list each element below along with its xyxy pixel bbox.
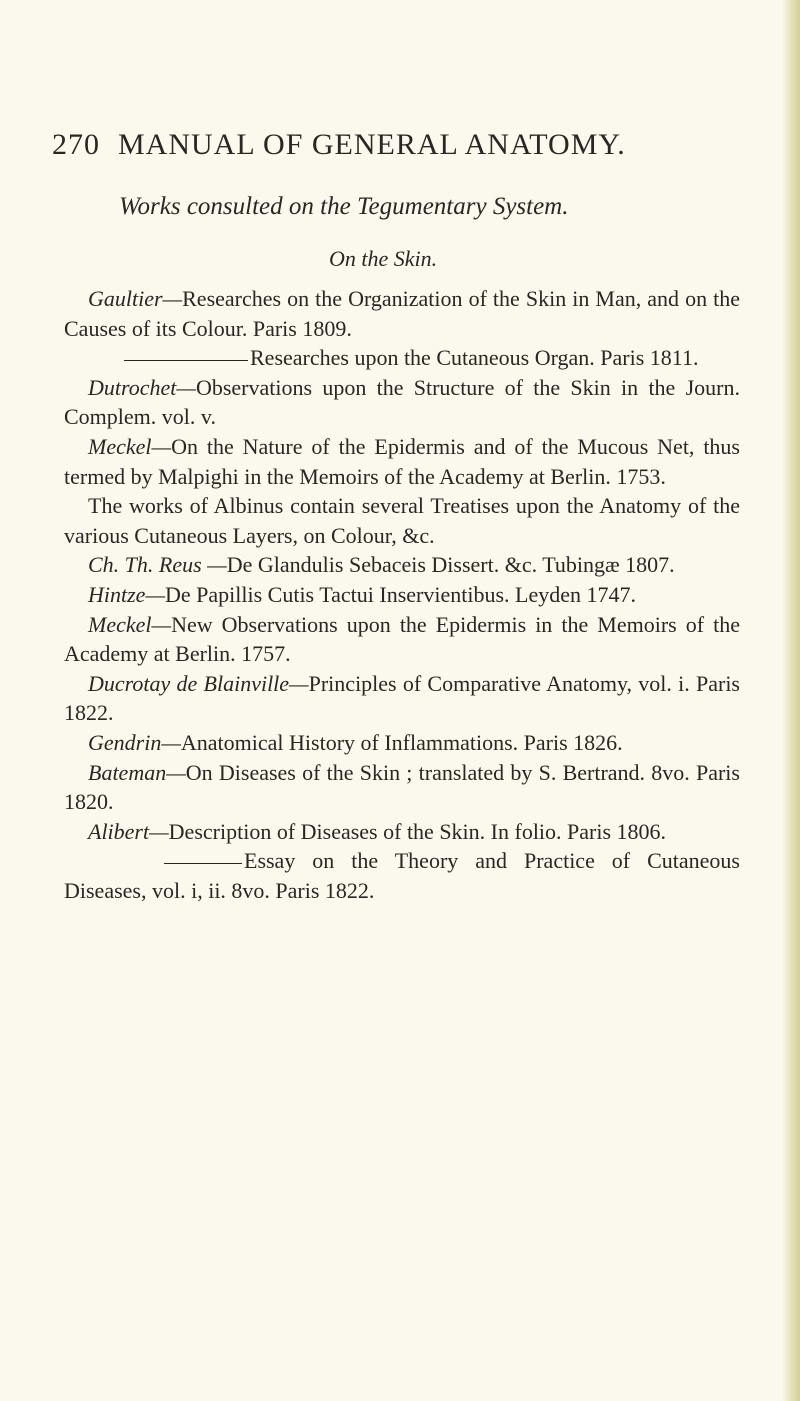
bibliography-entry (64, 817, 740, 847)
ditto-rule (124, 360, 248, 361)
entry-author: Meckel— (88, 611, 172, 637)
entry-author: Ducrotay de Blainville— (88, 670, 309, 696)
entry-text: Researches upon the Cutaneous Organ. Paris 1811. (250, 345, 699, 371)
entry-author: Meckel— (88, 433, 172, 459)
bibliography-entry (64, 491, 740, 550)
entry-text: New Observations upon the Epidermis in the Memoirs of the Academy at Berlin. 1757. (64, 611, 740, 667)
entry-text: On Diseases of the Skin ; translated by S. Bertrand. 8vo. Paris 1820. (64, 759, 740, 815)
entry-text: De Glandulis Sebaceis Dissert. &c. Tubingæ 1807. (226, 552, 675, 578)
entry-text: Essay on the Theory and Practice of Cutaneous Diseases, vol. i, ii. 8vo. Paris 1822. (64, 848, 740, 903)
entry-text: Observations upon the Structure of the Skin in the Journ. Complem. vol. v. (64, 374, 740, 430)
bibliography-list (64, 284, 740, 905)
entry-text: The works of Albinus contain several Treatises upon the Anatomy of the various Cutaneous Layers, on Colour, &c. (64, 493, 740, 548)
entry-text: Anatomical History of Inflammations. Paris 1826. (180, 729, 623, 755)
entry-text: Principles of Comparative Anatomy, vol. i. Paris 1822. (64, 670, 740, 726)
ditto-rule (164, 863, 242, 864)
bibliography-entry (64, 373, 740, 432)
entry-author: Gendrin— (88, 729, 181, 755)
subsection-title: On the Skin. (329, 246, 438, 271)
entry-text: On the Nature of the Epidermis and of the Mucous Net, thus termed by Malpighi in the Memoirs of the Academy at Berlin. 1753. (64, 433, 740, 489)
bibliography-entry (64, 343, 740, 373)
entry-author: Gaultier— (88, 286, 183, 311)
entry-text: Description of Diseases of the Skin. In folio. Paris 1806. (168, 818, 667, 844)
bibliography-entry (64, 846, 740, 905)
bibliography-entry (64, 610, 740, 669)
section-title: Works consulted on the Tegumentary System. (119, 193, 569, 220)
page-edge-shadow (782, 0, 800, 1401)
running-head (52, 128, 692, 168)
entry-author: Dutrochet— (88, 374, 196, 400)
entry-author: Ch. Th. Reus — (88, 552, 227, 578)
bibliography-entry (64, 550, 740, 580)
bibliography-entry (64, 432, 740, 491)
entry-text: De Papillis Cutis Tactui Inservientibus. Leyden 1747. (165, 581, 636, 607)
entry-text: Researches on the Organization of the Skin in Man, and on the Causes of its Colour. Paris 1809. (64, 286, 740, 341)
bibliography-entry (64, 284, 740, 343)
bibliography-entry (64, 728, 740, 758)
entry-author: Bateman— (88, 759, 186, 785)
page-number: 270 (52, 128, 100, 161)
bibliography-entry (64, 580, 740, 610)
bibliography-entry (64, 669, 740, 728)
bibliography-entry (64, 758, 740, 817)
entry-author: Hintze— (88, 581, 165, 607)
entry-author: Alibert— (88, 818, 169, 844)
running-title: MANUAL OF GENERAL ANATOMY. (118, 128, 626, 161)
